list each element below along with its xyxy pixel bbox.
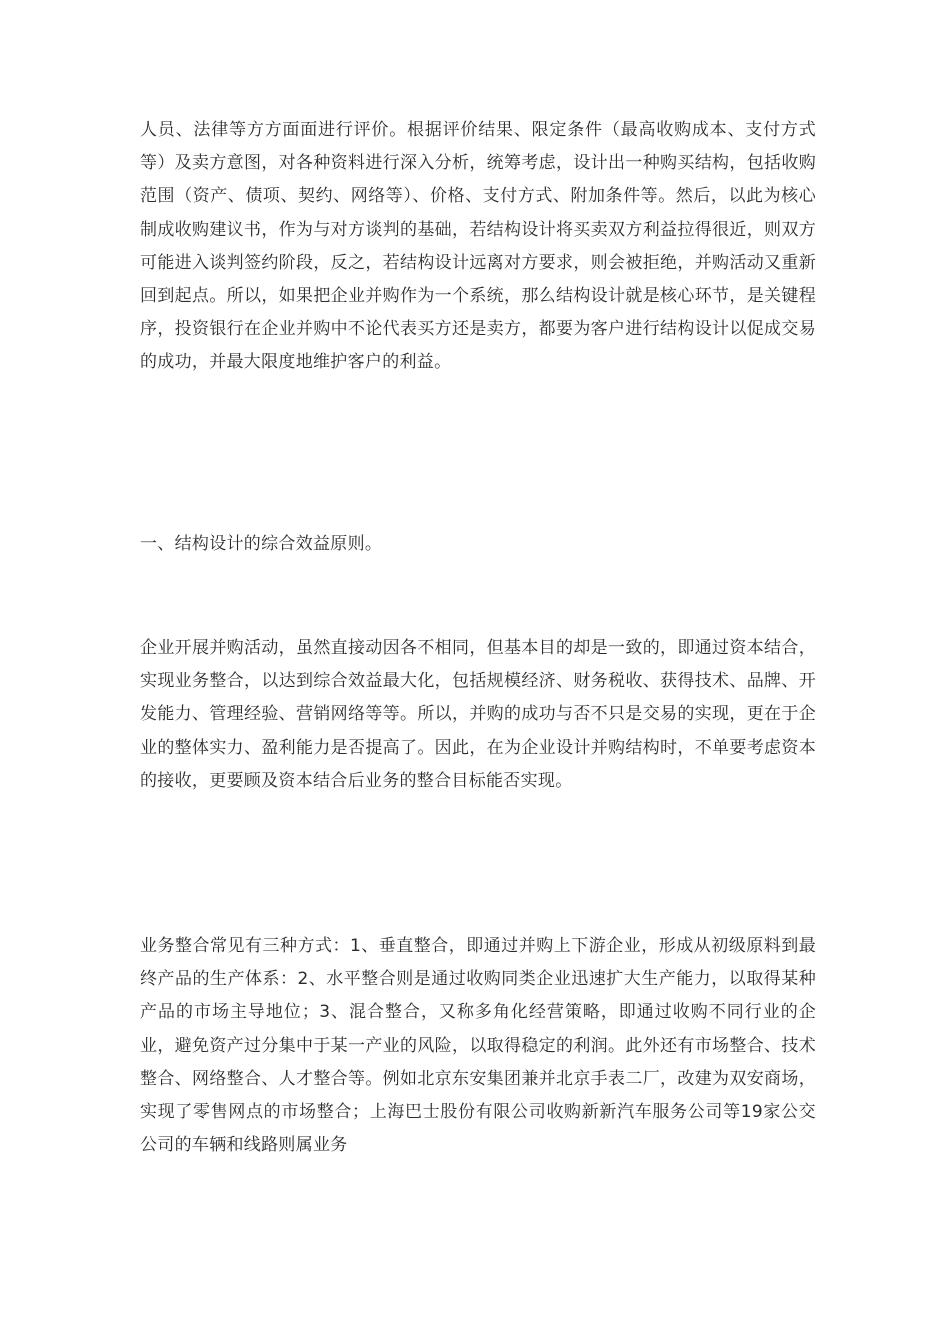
paragraph-structure-design-intro: 人员、法律等方方面面进行评价。根据评价结果、限定条件（最高收购成本、支付方式等）及卖方意图，对各种资料进行深入分析，统筹考虑，设计出一种购买结构，包括收购范围（资产、债项、契约、网络等）、价格、支付方式、附加条件等。然后，以此为核心制成收购建议书，作为与对方谈判的基础，若结构设计将买卖双方利益拉得很近，则双方可能进入谈判签约阶段，反之，若结构设计远离对方要求，则会被拒绝，并购活动又重新回到起点。所以，如果把企业并购作为一个系统，那么结构设计就是核心环节，是关键程序，投资银行在企业并购中不论代表买方还是卖方，都要为客户进行结构设计以促成交易的成功，并最大限度地维护客户的利益。 — [140, 120, 816, 373]
paragraph-business-integration-methods: 业务整合常见有三种方式：1、垂直整合，即通过并购上下游企业，形成从初级原料到最终产品的生产体系：2、水平整合则是通过收购同类企业迅速扩大生产能力，以取得某种产品的市场主导地位；3、混合整合，又称多角化经营策略，即通过收购不同行业的企业，避免资产过分集中于某一产业的风险，以取得稳定的利润。此外还有市场整合、技术整合、网络整合、人才整合等。例如北京东安集团兼并北京手表二厂，改建为双安商场，实现了零售网点的市场整合；上海巴士股份有限公司收购新新汽车服务公司等19家公交公司的车辆和线路则属业务 — [140, 936, 816, 1156]
section-heading-comprehensive-benefit-principle: 一、结构设计的综合效益原则。 — [140, 534, 383, 554]
paragraph-merger-motivation: 企业开展并购活动，虽然直接动因各不相同，但基本目的却是一致的，即通过资本结合，实现业务整合，以达到综合效益最大化，包括规模经济、财务税收、获得技术、品牌、开发能力、管理经验、营销网络等等。所以，并购的成功与否不只是交易的实现，更在于企业的整体实力、盈利能力是否提高了。因此，在为企业设计并购结构时，不单要考虑资本的接收，更要顾及资本结合后业务的整合目标能否实现。 — [140, 638, 816, 791]
